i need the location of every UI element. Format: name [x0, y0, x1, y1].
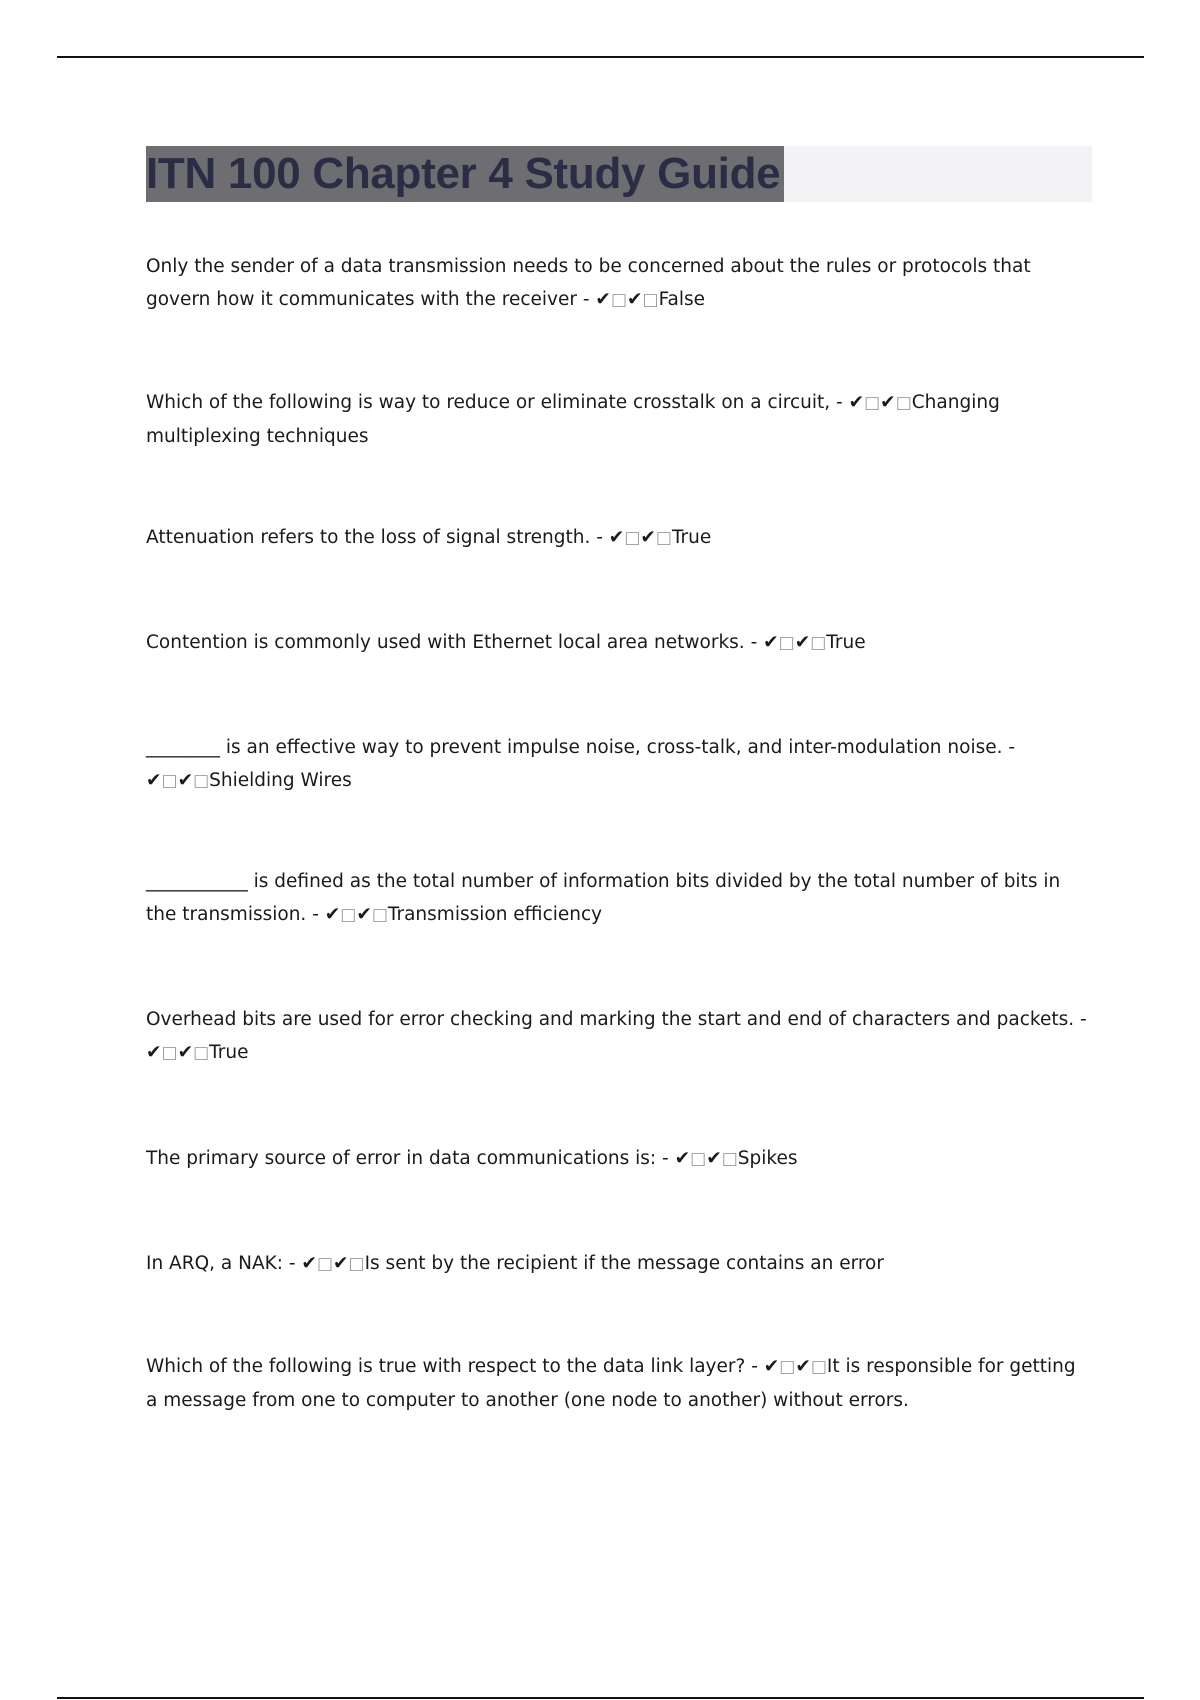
check-icon: ✔: [763, 632, 779, 653]
question-text: Attenuation refers to the loss of signal strength.: [146, 527, 591, 548]
box-icon: □: [895, 393, 912, 413]
check-icon: ✔: [356, 904, 372, 925]
check-mark: [675, 1148, 738, 1169]
answer-text: Spikes: [737, 1148, 798, 1169]
question-text: Which of the following is true with respect to the data link layer?: [146, 1356, 746, 1377]
box-icon: □: [193, 771, 210, 791]
check-icon: ✔: [146, 1042, 162, 1063]
box-icon: □: [810, 1357, 827, 1377]
check-mark: [301, 1253, 364, 1274]
box-icon: □: [864, 393, 881, 413]
qa-item-9: [146, 1247, 1092, 1281]
box-icon: □: [642, 290, 659, 310]
box-icon: □: [655, 528, 672, 548]
box-icon: □: [340, 905, 357, 925]
box-icon: □: [193, 1043, 210, 1063]
check-icon: ✔: [177, 1042, 194, 1063]
box-icon: □: [810, 633, 827, 653]
check-icon: ✔: [627, 289, 643, 310]
answer-text: True: [826, 632, 866, 653]
qa-item-7: [146, 1003, 1092, 1070]
qa-item-5: [146, 731, 1092, 798]
answer-text: False: [658, 289, 706, 310]
check-icon: ✔: [146, 770, 162, 791]
question-text: ________ is an effective way to prevent impulse noise, cross-talk, and inter-modulation noise.: [146, 737, 1003, 758]
top-rule: [57, 56, 1144, 58]
question-text: Overhead bits are used for error checking and marking the start and end of characters and packets.: [146, 1009, 1075, 1030]
qa-item-2: [146, 386, 1092, 453]
answer-text: Shielding Wires: [209, 770, 352, 791]
check-icon: ✔: [880, 392, 896, 413]
separator: -: [282, 1253, 302, 1274]
box-icon: □: [690, 1149, 707, 1169]
check-icon: ✔: [608, 527, 625, 548]
check-icon: ✔: [333, 1253, 349, 1274]
check-icon: ✔: [301, 1253, 317, 1274]
question-text: ___________ is defined as the total number of information bits divided by the total number of bits in the transmission.: [146, 871, 1061, 925]
check-icon: ✔: [795, 1356, 811, 1377]
check-mark: [595, 289, 658, 310]
answer-text: True: [209, 1042, 249, 1063]
qa-item-4: [146, 626, 1092, 660]
answer-text: Transmission efficiency: [387, 904, 603, 925]
box-icon: □: [721, 1149, 738, 1169]
box-icon: □: [624, 528, 641, 548]
check-icon: ✔: [595, 289, 611, 310]
box-icon: □: [348, 1254, 365, 1274]
check-icon: ✔: [324, 904, 341, 925]
box-icon: □: [161, 1043, 178, 1063]
check-mark: [764, 1356, 827, 1377]
check-mark: [763, 632, 826, 653]
title-banner: [146, 146, 1092, 202]
box-icon: □: [779, 1357, 796, 1377]
qa-item-6: [146, 865, 1092, 932]
question-text: Only the sender of a data transmission needs to be concerned about the rules or protocols that govern how it communicates with the receiver: [146, 256, 1031, 310]
qa-item-8: [146, 1142, 1092, 1176]
separator: -: [590, 527, 609, 548]
check-mark: [849, 392, 912, 413]
box-icon: □: [371, 905, 388, 925]
box-icon: □: [610, 290, 627, 310]
answer-text: True: [671, 527, 712, 548]
check-icon: ✔: [794, 632, 811, 653]
question-text: Contention is commonly used with Ethernet local area networks.: [146, 632, 745, 653]
answer-text: It is responsible for getting a message from one to computer to another (one node to another) without errors.: [146, 1356, 1076, 1411]
bottom-rule: [57, 1697, 1144, 1699]
box-icon: □: [161, 771, 178, 791]
question-text: The primary source of error in data communications is:: [146, 1148, 657, 1169]
check-icon: ✔: [848, 392, 865, 413]
qa-item-3: [146, 521, 1092, 555]
separator: -: [745, 1356, 764, 1377]
separator: -: [830, 392, 849, 413]
check-mark: [146, 770, 209, 791]
separator: -: [306, 904, 325, 925]
separator: -: [744, 632, 764, 653]
qa-item-10: [146, 1350, 1092, 1417]
question-text: Which of the following is way to reduce or eliminate crosstalk on a circuit,: [146, 392, 831, 413]
separator: -: [1002, 737, 1016, 758]
check-mark: [146, 1042, 209, 1063]
separator: -: [576, 289, 596, 310]
check-mark: [325, 904, 388, 925]
check-mark: [609, 527, 672, 548]
document-title: ITN 100 Chapter 4 Study Guide: [146, 146, 784, 202]
separator: -: [656, 1148, 675, 1169]
box-icon: □: [316, 1254, 333, 1274]
separator: -: [1074, 1009, 1087, 1030]
answer-text: Changing multiplexing techniques: [146, 392, 1000, 447]
check-icon: ✔: [763, 1356, 780, 1377]
check-icon: ✔: [177, 770, 194, 791]
check-icon: ✔: [674, 1148, 691, 1169]
check-icon: ✔: [640, 527, 656, 548]
check-icon: ✔: [706, 1148, 722, 1169]
qa-item-1: [146, 250, 1092, 317]
box-icon: □: [778, 633, 795, 653]
question-text: In ARQ, a NAK:: [146, 1253, 283, 1274]
answer-text: Is sent by the recipient if the message contains an error: [364, 1253, 884, 1274]
